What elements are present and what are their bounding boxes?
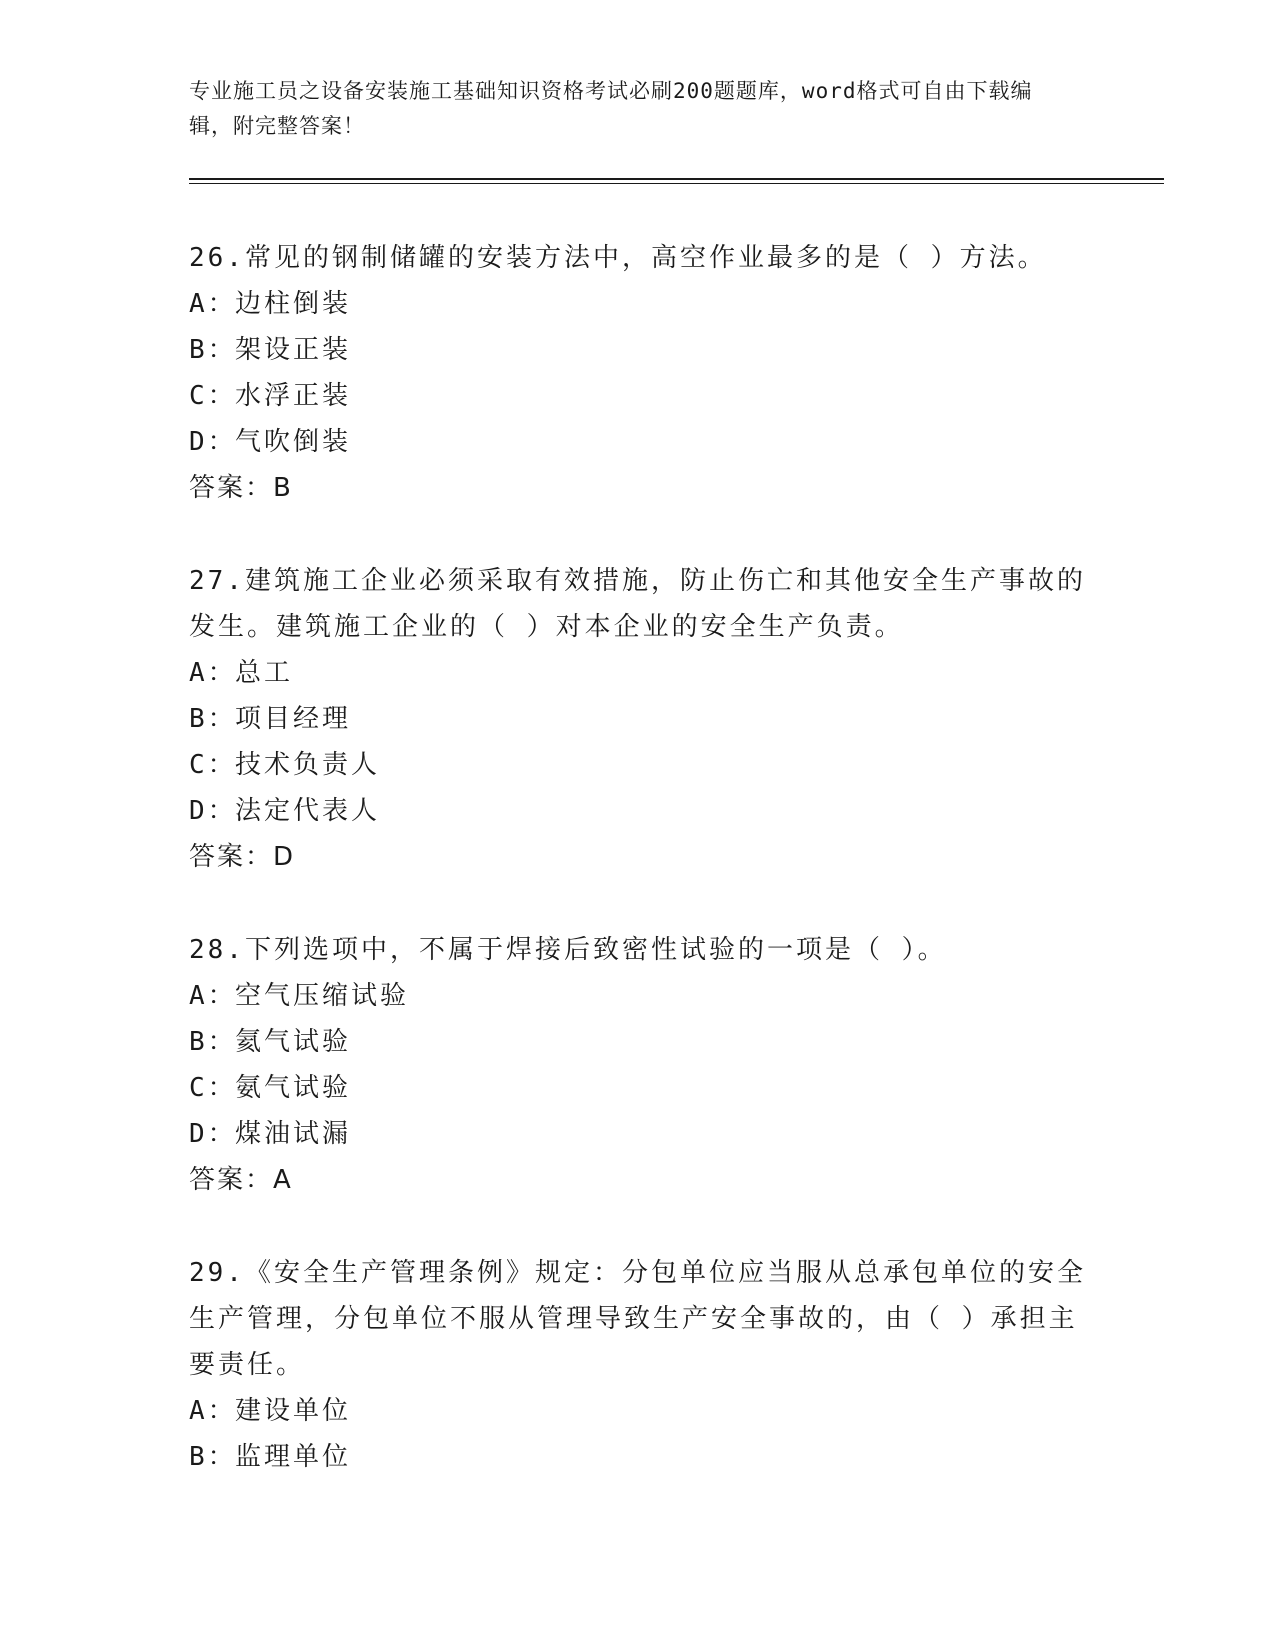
option-d: [189, 1111, 1089, 1157]
answer-line: 答案：B: [189, 473, 293, 503]
option-a: [189, 281, 1089, 327]
option-a: [189, 650, 1089, 696]
header-divider-thin: [189, 183, 1164, 184]
question-stem: 28.下列选项中，不属于焊接后致密性试验的一项是（ ）。: [189, 935, 947, 965]
option-letter: C：: [189, 1073, 237, 1103]
option-letter: A：: [189, 289, 237, 319]
option-text: 项目经理: [235, 704, 352, 734]
option-text: 总工: [235, 658, 294, 688]
header-divider-thick: [189, 178, 1164, 180]
option-text: 技术负责人: [235, 750, 381, 780]
option-b: [189, 1019, 1089, 1065]
option-d: [189, 419, 1089, 465]
option-b: [189, 696, 1089, 742]
option-letter: D：: [189, 1119, 237, 1149]
question-28: [189, 927, 1089, 1203]
option-letter: D：: [189, 796, 237, 826]
option-text: 监理单位: [235, 1442, 352, 1472]
option-text: 煤油试漏: [235, 1119, 352, 1149]
question-list: [189, 235, 1089, 1527]
option-text: 氦气试验: [235, 1027, 352, 1057]
answer-line: 答案：A: [189, 1165, 293, 1195]
answer-line: 答案：D: [189, 842, 296, 872]
question-26: [189, 235, 1089, 511]
option-c: [189, 373, 1089, 419]
option-d: [189, 788, 1089, 834]
option-letter: B：: [189, 335, 237, 365]
option-letter: C：: [189, 381, 237, 411]
option-c: [189, 1065, 1089, 1111]
option-text: 建设单位: [235, 1396, 352, 1426]
option-text: 架设正装: [235, 335, 352, 365]
question-27: [189, 558, 1089, 880]
option-letter: B：: [189, 704, 237, 734]
option-text: 气吹倒装: [235, 427, 352, 457]
option-text: 边柱倒装: [235, 289, 352, 319]
option-letter: A：: [189, 981, 237, 1011]
option-text: 空气压缩试验: [235, 981, 410, 1011]
option-letter: A：: [189, 1396, 237, 1426]
option-text: 水浮正装: [235, 381, 352, 411]
question-stem: 29.《安全生产管理条例》规定：分包单位应当服从总承包单位的安全生产管理，分包单位不服从管理导致生产安全事故的，由（ ）承担主要责任。: [189, 1258, 1086, 1380]
option-letter: D：: [189, 427, 237, 457]
option-letter: B：: [189, 1027, 237, 1057]
option-b: [189, 1434, 1089, 1480]
option-letter: B：: [189, 1442, 237, 1472]
option-letter: A：: [189, 658, 237, 688]
option-text: 法定代表人: [235, 796, 381, 826]
option-b: [189, 327, 1089, 373]
question-stem: 26.常见的钢制储罐的安装方法中，高空作业最多的是（ ）方法。: [189, 243, 1047, 273]
option-text: 氨气试验: [235, 1073, 352, 1103]
document-header: [189, 74, 1069, 144]
option-a: [189, 973, 1089, 1019]
header-title: 专业施工员之设备安装施工基础知识资格考试必刷200题题库，word格式可自由下载编辑，附完整答案！: [189, 79, 1033, 138]
question-stem: 27.建筑施工企业必须采取有效措施，防止伤亡和其他安全生产事故的发生。建筑施工企业的（ ）对本企业的安全生产负责。: [189, 566, 1086, 642]
question-29: [189, 1250, 1089, 1480]
option-letter: C：: [189, 750, 237, 780]
option-a: [189, 1388, 1089, 1434]
option-c: [189, 742, 1089, 788]
